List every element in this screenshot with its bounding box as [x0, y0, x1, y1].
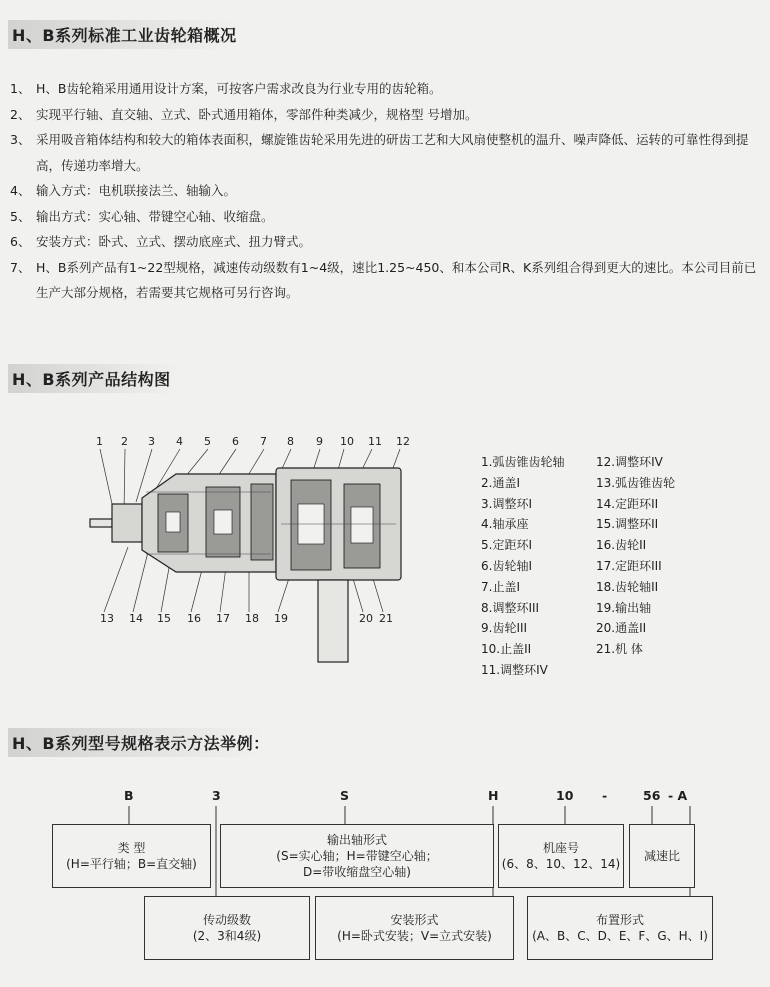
type-title: 类 型 — [117, 841, 146, 855]
legend-item: 12.调整环IV — [596, 455, 663, 469]
ratio-title: 减速比 — [643, 849, 680, 863]
part-label-20: 20 — [359, 612, 373, 625]
item-number: 4、 — [10, 183, 31, 198]
output-box — [220, 824, 494, 888]
code-frame: 10 — [556, 788, 574, 803]
type-box — [52, 824, 211, 888]
part-label-10: 10 — [340, 435, 354, 448]
item-number: 7、 — [10, 259, 31, 275]
legend-item: 8.调整环III — [481, 600, 540, 615]
legend-item: 15.调整环II — [596, 517, 659, 532]
part-label-18: 18 — [245, 612, 259, 625]
code-b: B — [124, 788, 134, 803]
stages-box — [144, 896, 310, 960]
layout-title: 布置形式 — [595, 913, 644, 927]
item-number: 1、 — [10, 81, 31, 96]
legend-item: 16.齿轮II — [596, 538, 647, 553]
overview-title: H、B系列标准工业齿轮箱概况 — [8, 20, 277, 49]
code-layout: - A — [668, 788, 688, 803]
item-text: H、B齿轮箱采用通用设计方案，可按客户需求改良为行业专用的齿轮箱。 — [36, 81, 442, 96]
part-label-8: 8 — [287, 435, 294, 448]
output-title: 输出轴形式 — [326, 833, 387, 847]
list-item — [8, 102, 768, 128]
gearbox-cross-section-diagram — [86, 432, 426, 667]
list-item — [8, 178, 768, 204]
frame-box — [498, 824, 624, 888]
legend-item: 20.通盖II — [596, 621, 647, 636]
legend-item: 17.定距环III — [596, 558, 662, 573]
frame-title: 机座号 — [542, 841, 579, 855]
part-label-19: 19 — [274, 612, 288, 625]
layout-box — [527, 896, 713, 960]
part-label-7: 7 — [260, 435, 267, 448]
mount-box — [315, 896, 514, 960]
list-item — [8, 255, 768, 306]
list-item — [8, 127, 768, 178]
code-output: S — [340, 788, 350, 803]
parts-legend-left — [481, 452, 564, 681]
code-stages: 3 — [212, 788, 221, 803]
item-number: 6、 — [10, 234, 31, 249]
legend-item: 6.齿轮轴Ⅰ — [481, 558, 532, 573]
part-label-15: 15 — [157, 612, 171, 625]
part-label-3: 3 — [148, 435, 155, 448]
legend-item: 13.弧齿锥齿轮 — [596, 475, 676, 490]
item-text: H、B系列产品有1~22型规格，减速传动级数有1~4级，速比1.25~450、和本公司R、K系列组合得到更大的速比。本公司目前已生产大部分规格，若需要其它规格可另行咨询。 — [36, 259, 757, 300]
type-desc: (H=平行轴；B=直交轴) — [66, 857, 197, 871]
item-text: 输入方式：电机联接法兰、轴输入。 — [36, 183, 237, 198]
mount-title: 安装形式 — [390, 913, 439, 927]
part-label-13: 13 — [100, 612, 114, 625]
code-ratio: 56 — [643, 788, 661, 803]
part-label-4: 4 — [176, 435, 183, 448]
legend-item: 3.调整环Ⅰ — [481, 496, 532, 511]
part-label-2: 2 — [121, 435, 128, 448]
legend-item: 10.止盖II — [481, 642, 532, 657]
part-label-14: 14 — [129, 612, 143, 625]
code-dash: - — [602, 788, 608, 803]
parts-legend-right — [596, 452, 675, 660]
part-label-1: 1 — [96, 435, 103, 448]
stages-title: 传动级数 — [202, 913, 251, 927]
legend-item: 5.定距环Ⅰ — [481, 538, 532, 553]
structure-title: H、B系列产品结构图 — [8, 364, 211, 393]
part-label-21: 21 — [379, 612, 393, 625]
mount-desc: (H=卧式安装；V=立式安装) — [337, 929, 492, 943]
item-number: 3、 — [10, 132, 31, 147]
item-text: 安装方式：卧式、立式、摆动底座式、扭力臂式。 — [36, 234, 312, 249]
output-line1: (S=实心轴；H=带键空心轴； — [276, 849, 438, 863]
part-label-16: 16 — [187, 612, 201, 625]
part-label-17: 17 — [216, 612, 230, 625]
part-label-6: 6 — [232, 435, 239, 448]
legend-item: 1.弧齿锥齿轮轴 — [481, 455, 565, 469]
frame-desc: (6、8、10、12、14) — [501, 857, 621, 871]
legend-item: 14.定距环II — [596, 496, 659, 511]
item-number: 2、 — [10, 106, 31, 122]
legend-item: 11.调整环IV — [481, 662, 548, 677]
legend-item: 4.轴承座 — [481, 517, 529, 532]
legend-item: 21.机 体 — [596, 642, 643, 657]
legend-item: 7.止盖Ⅰ — [481, 579, 520, 594]
overview-list — [8, 76, 768, 306]
ratio-box — [629, 824, 695, 888]
layout-desc: (A、B、C、D、E、F、G、H、I) — [532, 929, 708, 943]
item-text: 输出方式：实心轴、带键空心轴、收缩盘。 — [36, 208, 274, 224]
legend-item: 2.通盖Ⅰ — [481, 475, 520, 490]
item-text: 采用吸音箱体结构和较大的箱体表面积，螺旋锥齿轮采用先进的研齿工艺和大风扇使整机的温升、噪声降低、运转的可靠性得到提高，传递功率增大。 — [36, 132, 749, 173]
item-text: 实现平行轴、直交轴、立式、卧式通用箱体，零部件种类减少，规格型 号增加。 — [36, 106, 478, 122]
legend-item: 9.齿轮III — [481, 621, 528, 636]
legend-item: 18.齿轮轴II — [596, 579, 659, 594]
list-item — [8, 204, 768, 230]
item-number: 5、 — [10, 208, 31, 224]
part-label-11: 11 — [368, 435, 382, 448]
stages-desc: (2、3和4级) — [192, 929, 262, 943]
list-item — [8, 76, 768, 102]
list-item — [8, 229, 768, 255]
part-label-12: 12 — [396, 435, 410, 448]
code-mount: H — [488, 788, 499, 803]
model-title: H、B系列型号规格表示方法举例： — [8, 728, 310, 757]
output-line2: D=带收缩盘空心轴) — [303, 865, 411, 879]
legend-item: 19.输出轴 — [596, 600, 652, 615]
part-label-9: 9 — [316, 435, 323, 448]
part-label-5: 5 — [204, 435, 211, 448]
